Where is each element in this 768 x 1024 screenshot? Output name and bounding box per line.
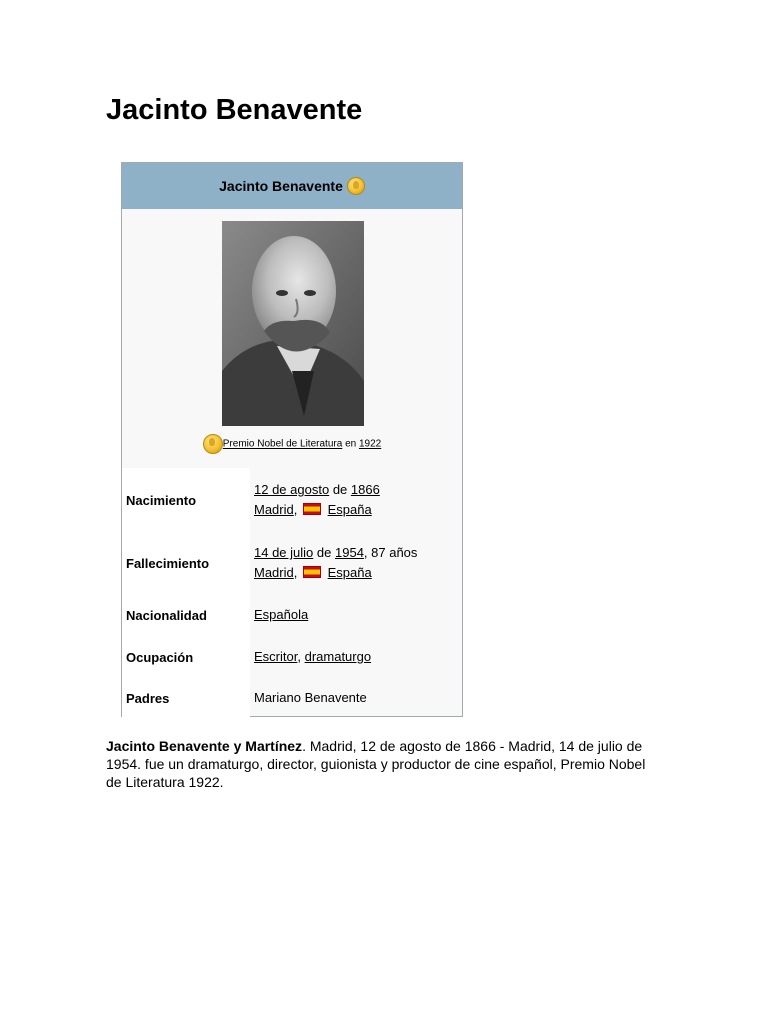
nobel-medal-icon bbox=[203, 434, 223, 454]
value-fallecimiento: 14 de julio de 1954, 87 años Madrid, España bbox=[254, 545, 418, 580]
row-nacionalidad bbox=[122, 594, 462, 636]
summary-paragraph bbox=[106, 737, 646, 791]
nationality-link[interactable]: Española bbox=[254, 607, 309, 622]
value-nacionalidad bbox=[254, 605, 308, 625]
label-fallecimiento: Fallecimiento bbox=[122, 532, 250, 594]
value-nacimiento: 12 de agosto de 1866 Madrid, España bbox=[254, 482, 380, 517]
nobel-year-link[interactable]: 1922 bbox=[358, 438, 382, 450]
portrait-caption bbox=[122, 434, 462, 454]
spain-flag-icon bbox=[303, 503, 321, 515]
infobox-title: Jacinto Benavente bbox=[219, 178, 343, 194]
label-nacimiento: Nacimiento bbox=[122, 468, 250, 532]
label-padres: Padres bbox=[122, 678, 250, 718]
birth-country-link[interactable]: España bbox=[327, 502, 372, 517]
caption-connector: en bbox=[345, 438, 357, 450]
birth-date-link[interactable]: 12 de agosto bbox=[254, 482, 330, 497]
row-ocupacion bbox=[122, 636, 462, 678]
value-padres: Mariano Benavente bbox=[254, 690, 367, 705]
page-title: Jacinto Benavente bbox=[106, 94, 363, 126]
birth-city-link[interactable]: Madrid bbox=[254, 502, 294, 517]
summary-text: . Madrid, 12 de agosto de 1866 - Madrid, 14 de julio de 1954. fue un dramaturgo, director, guionista y productor de cine español, Premio Nobel de Literatura 1922. bbox=[106, 738, 646, 790]
occupation-dramatist-link[interactable]: dramaturgo bbox=[304, 649, 372, 664]
death-age: , 87 años bbox=[363, 545, 418, 560]
nobel-prize-link[interactable]: Premio Nobel de Literatura bbox=[222, 438, 343, 450]
death-country-link[interactable]: España bbox=[327, 565, 372, 580]
label-nacionalidad: Nacionalidad bbox=[122, 594, 250, 636]
row-fallecimiento bbox=[122, 532, 462, 594]
row-padres bbox=[122, 678, 462, 718]
label-ocupacion: Ocupación bbox=[122, 636, 250, 678]
infobox bbox=[121, 162, 463, 717]
death-year-link[interactable]: 1954 bbox=[335, 545, 364, 560]
spain-flag-icon bbox=[303, 566, 321, 578]
occupation-writer-link[interactable]: Escritor bbox=[254, 649, 298, 664]
birth-year-link[interactable]: 1866 bbox=[350, 482, 380, 497]
death-city-link[interactable]: Madrid bbox=[254, 565, 294, 580]
portrait-photo bbox=[222, 221, 364, 426]
portrait-image bbox=[222, 221, 364, 426]
row-nacimiento bbox=[122, 468, 462, 532]
infobox-header bbox=[122, 163, 462, 209]
summary-name: Jacinto Benavente y Martínez bbox=[106, 738, 303, 754]
death-date-link[interactable]: 14 de julio bbox=[254, 545, 314, 560]
value-ocupacion: Escritor, dramaturgo bbox=[254, 649, 372, 664]
nobel-medal-icon bbox=[347, 177, 365, 195]
